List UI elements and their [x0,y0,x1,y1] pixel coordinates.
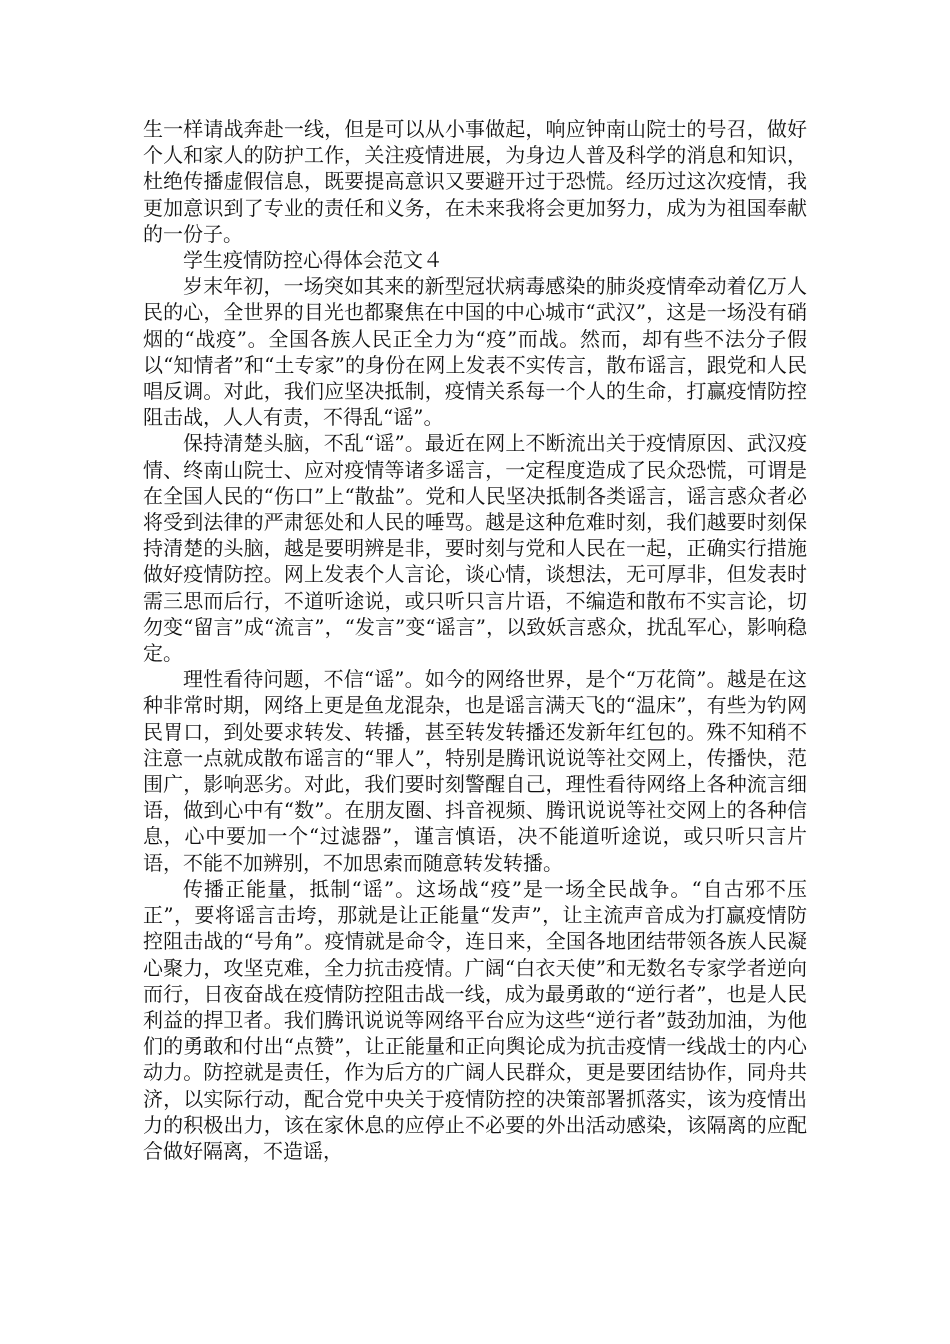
section-heading: 学生疫情防控心得体会范文４ [183,248,443,273]
paragraph-intro: 岁末年初，一场突如其来的新型冠状病毒感染的肺炎疫情牵动着亿万人民的心，全世界的目光也都聚焦在中国的中心城市“武汉”，这是一场没有硝烟的“战疫”。全国各族人民正全力为“疫”而战。然而，却有些不法分子假以“知情者”和“土专家”的身份在网上发表不实传言，散布谣言，跟党和人民唱反调。对此，我们应坚决抵制，疫情关系每一个人的生命，打赢疫情防控阻击战，人人有责，不得乱“谣”。 [143,274,807,430]
paragraph-continued: 生一样请战奔赴一线，但是可以从小事做起，响应钟南山院士的号召，做好个人和家人的防护工作，关注疫情进展，为身边人普及科学的消息和知识，杜绝传播虚假信息，既要提高意识又要避开过于恐慌。经历过这次疫情，我更加意识到了专业的责任和义务，在未来我将会更加努力，成为为祖国奉献的一份子。 [143,117,807,246]
paragraph-keep-clear-mind: 保持清楚头脑，不乱“谣”。最近在网上不断流出关于疫情原因、武汉疫情、终南山院士、应对疫情等诸多谣言，一定程度造成了民众恐慌，可谓是在全国人民的“伤口”上“散盐”。党和人民坚决抵制各类谣言，谣言惑众者必将受到法律的严肃惩处和人民的唾骂。越是这种危难时刻，我们越要时刻保持清楚的头脑，越是要明辨是非，要时刻与党和人民在一起，正确实行措施做好疫情防控。网上发表个人言论，谈心情，谈想法，无可厚非，但发表时需三思而后行，不道听途说，或只听只言片语，不编造和散布不实言论，切勿变“留言”成“流言”，“发言”变“谣言”，以致妖言惑众，扰乱军心，影响稳定。 [143,431,807,666]
document-page [143,116,807,1164]
paragraph-positive-energy: 传播正能量，抵制“谣”。这场战“疫”是一场全民战争。“自古邪不压正”，要将谣言击垮，那就是让正能量“发声”，让主流声音成为打赢疫情防控阻击战的“号角”。疫情就是命令，连日来，全国各地团结带领各族人民凝心聚力，攻坚克难，全力抗击疫情。广阔“白衣天使”和无数名专家学者逆向而行，日夜奋战在疫情防控阻击战一线，成为最勇敢的“逆行者”，也是人民利益的捍卫者。我们腾讯说说等网络平台应为这些“逆行者”鼓劲加油，为他们的勇敢和付出“点赞”，让正能量和正向舆论成为抗击疫情一线战士的内心动力。防控就是责任，作为后方的广阔人民群众，更是要团结协作，同舟共济，以实际行动，配合党中央关于疫情防控的决策部署抓落实，该为疫情出力的积极出力，该在家休息的应停止不必要的外出活动感染，该隔离的应配合做好隔离，不造谣， [143,876,807,1163]
paragraph-rational-view: 理性看待问题，不信“谣”。如今的网络世界，是个“万花筒”。越是在这种非常时期，网络上更是鱼龙混杂，也是谣言满天飞的“温床”，有些为钓网民胃口，到处要求转发、转播，甚至转发转播还发新年红包的。殊不知稍不注意一点就成散布谣言的“罪人”，特别是腾讯说说等社交网上，传播快，范围广，影响恶劣。对此，我们要时刻警醒自己，理性看待网络上各种流言细语，做到心中有“数”。在朋友圈、抖音视频、腾讯说说等社交网上的各种信息，心中要加一个“过滤器”，谨言慎语，决不能道听途说，或只听只言片语，不能不加辨别，不加思索而随意转发转播。 [143,667,807,875]
